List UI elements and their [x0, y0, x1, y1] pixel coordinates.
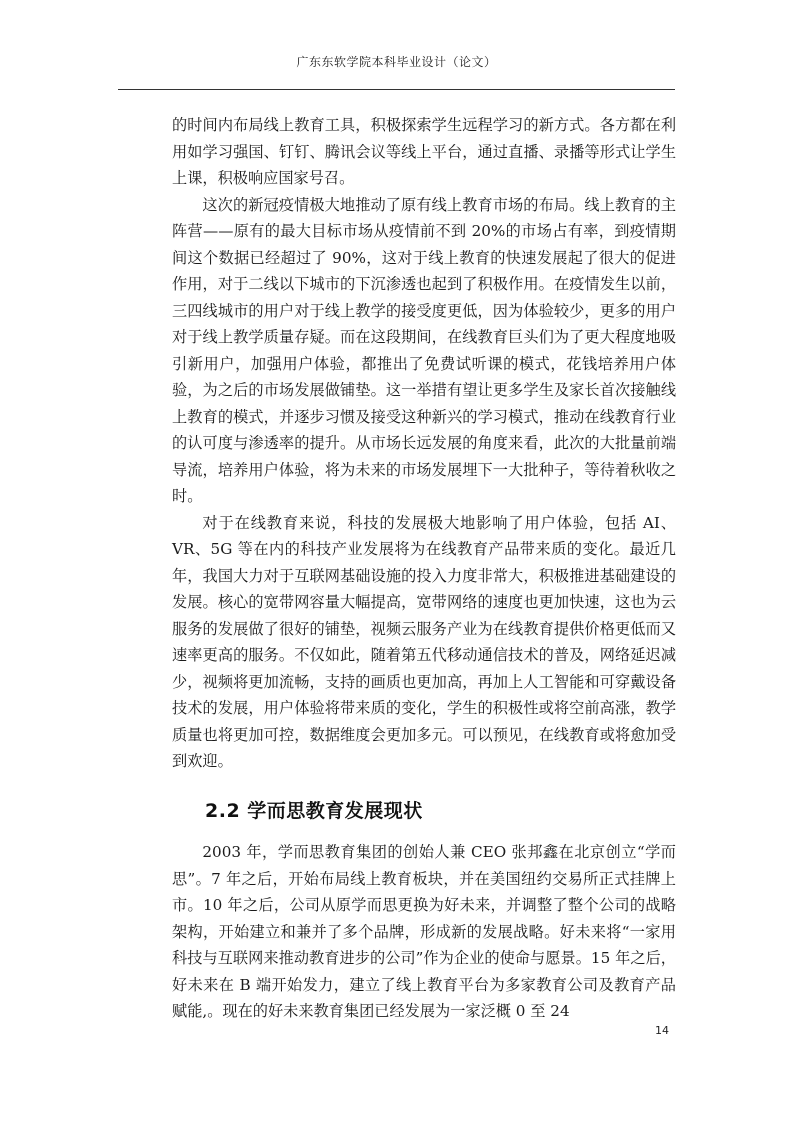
section-heading: 2.2 学而思教育发展现状 [205, 800, 423, 822]
paragraph-company-history: 2003 年，学而思教育集团的创始人兼 CEO 张邦鑫在北京创立“学而思”。7 年之后，开始布局线上教育板块，并在美国纽约交易所正式挂牌上市。10 年之后，公司从原学而思更换为好未来，并调整了整个公司的战略架构，开始建立和兼并了多个品牌，形成新的发展战略。好未来将“一家用科技与互联网来推动教育进步的公司”作为企业的使命与愿景。15 年之后，好未来在 B 端开始发力，建立了线上教育平台为多家教育公司及教育产品赋能,。现在的好未来教育集团已经发展为一家泛概 0 至 24 [172, 843, 676, 1020]
paragraph-continuation: 的时间内布局线上教育工具，积极探索学生远程学习的新方式。各方都在利用如学习强国、钉钉、腾讯会议等线上平台，通过直播、录播等形式让学生上课，积极响应国家号召。 [172, 116, 676, 187]
section-body [172, 839, 676, 1025]
paragraph-technology-impact: 对于在线教育来说，科技的发展极大地影响了用户体验，包括 AI、VR、5G 等在内的科技产业发展将为在线教育产品带来质的变化。最近几年，我国大力对于互联网基础设施的投入力度非常大，积极推进基础建设的发展。核心的宽带网容量大幅提高，宽带网络的速度也更加快速，这也为云服务的发展做了很好的铺垫，视频云服务产业为在线教育提供价格更低而又速率更高的服务。不仅如此，随着第五代移动通信技术的普及，网络延迟减少，视频将更加流畅，支持的画质也更加高，再加上人工智能和可穿戴设备技术的发展，用户体验将带来质的变化，学生的积极性或将空前高涨，教学质量也将更加可控，数据维度会更加多元。可以预见，在线教育或将愈加受到欢迎。 [172, 513, 676, 770]
page-header: 广东东软学院本科毕业设计（论文） [296, 55, 497, 69]
body-text [172, 112, 676, 775]
paragraph-epidemic-impact: 这次的新冠疫情极大地推动了原有线上教育市场的布局。线上教育的主阵营——原有的最大目标市场从疫情前不到 20%的市场占有率，到疫情期间这个数据已经超过了 90%，这对于线上教育的快速发展起了很大的促进作用，对于二线以下城市的下沉渗透也起到了积极作用。在疫情发生以前，三四线城市的用户对于线上教学的接受度更低，因为体验较少，更多的用户对于线上教学质量存疑。而在这段期间，在线教育巨头们为了更大程度地吸引新用户，加强用户体验，都推出了免费试听课的模式，花钱培养用户体验，为之后的市场发展做铺垫。这一举措有望让更多学生及家长首次接触线上教育的模式，并逐步习惯及接受这种新兴的学习模式，推动在线教育行业的认可度与渗透率的提升。从市场长远发展的角度来看，此次的大批量前端导流，培养用户体验，将为未来的市场发展埋下一大批种子，等待着秋收之时。 [172, 195, 676, 505]
page-number: 14 [655, 1024, 669, 1037]
header-divider [118, 89, 675, 90]
